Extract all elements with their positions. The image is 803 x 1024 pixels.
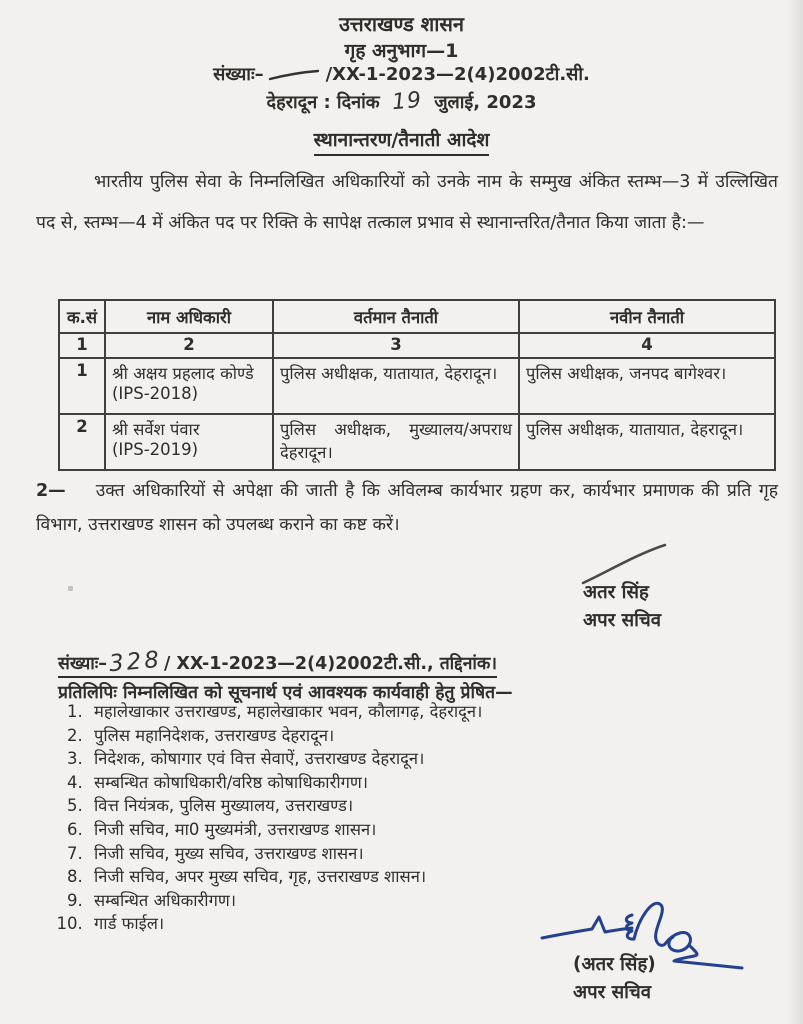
officer-cadre-year: (IPS-2018) (112, 384, 199, 403)
header-serial-no: क.सं (59, 300, 105, 333)
scan-speck (68, 586, 73, 591)
handwritten-date-day: 19 (390, 87, 423, 116)
header-officer-name: नाम अधिकारी (105, 300, 273, 333)
table-header-row (59, 300, 775, 333)
directive-paragraph (36, 474, 778, 542)
signatory-designation: अपर सचिव (583, 610, 661, 631)
table-row (59, 414, 775, 470)
transfer-table (58, 299, 776, 471)
order-number-reference: /XX-1-2023—2(4)2002टी.सी. (325, 64, 590, 85)
signatory-block-bottom (573, 951, 656, 1007)
row1-serial: 1 (59, 358, 105, 414)
row2-new-posting: पुलिस अधीक्षक, यातायात, देहरादून। (519, 414, 775, 470)
col-num-1: 1 (59, 333, 105, 358)
row1-new-posting: पुलिस अधीक्षक, जनपद बागेश्वर। (519, 358, 775, 414)
copy-number-line (58, 646, 498, 678)
list-item: 1. महालेखाकार उत्तराखण्ड, महालेखाकार भवन, कौलागढ़, देहरादून। (88, 700, 688, 724)
opening-paragraph: भारतीय पुलिस सेवा के निम्नलिखित अधिकारियों को उनके नाम के सम्मुख अंकित स्तम्भ—3 में उल्लिखित पद से, स्तम्भ—4 में अंकित पद पर रिक्ति के सापेक्ष तत्काल प्रभाव से स्थानान्तरित/तैनात किया जाता है:— (36, 172, 778, 233)
order-number-label: संख्याः– (213, 64, 264, 85)
order-title: स्थानान्तरण/तैनाती आदेश (0, 126, 803, 152)
org-name: उत्तराखण्ड शासन (338, 12, 465, 36)
list-item: 8. निजी सचिव, अपर मुख्य सचिव, गृह, उत्तराखण्ड शासन। (88, 865, 688, 889)
col-num-3: 3 (273, 333, 519, 358)
col-num-4: 4 (519, 333, 775, 358)
handwritten-copy-number: 328 (108, 646, 163, 678)
column-number-row (59, 333, 775, 358)
list-item: 9. सम्बन्धित अधिकारीगण। (88, 889, 688, 913)
directive-text: उक्त अधिकारियों से अपेक्षा की जाती है कि अविलम्ब कार्यभार ग्रहण कर, कार्यभार प्रमाणक की प्रति गृह विभाग, उत्तराखण्ड शासन को उपलब्ध कराने का कष्ट करें। (36, 481, 778, 535)
signatory-designation: अपर सचिव (573, 982, 651, 1003)
date-rest: जुलाई, 2023 (434, 92, 537, 113)
row1-current-posting: पुलिस अधीक्षक, यातायात, देहरादून। (273, 358, 519, 414)
officer-name: श्री सर्वेश पंवार (112, 420, 200, 439)
header-new-posting: नवीन तैनाती (519, 300, 775, 333)
list-item: 7. निजी सचिव, मुख्य सचिव, उत्तराखण्ड शासन। (88, 842, 688, 866)
scan-edge-shadow (787, 0, 803, 1024)
table-row (59, 358, 775, 414)
copy-number-label: संख्याः– (58, 654, 108, 674)
officer-cadre-year: (IPS-2019) (112, 440, 199, 459)
copy-intro-line: प्रतिलिपिः निम्नलिखित को सूचनार्थ एवं आवश्यक कार्यवाही हेतु प्रेषित— (58, 683, 513, 703)
list-item: 5. वित्त नियंत्रक, पुलिस मुख्यालय, उत्तराखण्ड। (88, 794, 688, 818)
place-date-line (0, 89, 803, 114)
row1-officer (105, 358, 273, 414)
list-item: 3. निदेशक, कोषागार एवं वित्त सेवाऐं, उत्तराखण्ड देहरादून। (88, 747, 688, 771)
list-item: 2. पुलिस महानिदेशक, उत्तराखण्ड देहरादून। (88, 724, 688, 748)
handwritten-blank-dash (268, 68, 320, 82)
order-number-line (0, 62, 803, 86)
copy-number-reference: / XX-1-2023—2(4)2002टी.सी., तद्दिनांक। (163, 654, 498, 674)
row2-current-posting: पुलिस अधीक्षक, मुख्यालय/अपराध देहरादून। (273, 414, 519, 470)
list-item: 6. निजी सचिव, मा0 मुख्यमंत्री, उत्तराखण्ड शासन। (88, 818, 688, 842)
header-current-posting: वर्तमान तैनाती (273, 300, 519, 333)
row2-serial: 2 (59, 414, 105, 470)
signatory-name: अतर सिंह (583, 582, 649, 603)
department-section: गृह अनुभाग—1 (344, 40, 459, 62)
officer-name: श्री अक्षय प्रहलाद कोण्डे (112, 364, 254, 383)
row2-officer (105, 414, 273, 470)
list-item: 4. सम्बन्धित कोषाधिकारी/वरिष्ठ कोषाधिकारीगण। (88, 771, 688, 795)
list-item: 10. गार्ड फाईल। (88, 912, 688, 936)
signatory-name: (अतर सिंह) (573, 954, 656, 975)
paragraph-number: 2— (36, 481, 66, 501)
col-num-2: 2 (105, 333, 273, 358)
signatory-block-top (583, 579, 661, 635)
place-label: देहरादून : दिनांक (266, 92, 380, 113)
